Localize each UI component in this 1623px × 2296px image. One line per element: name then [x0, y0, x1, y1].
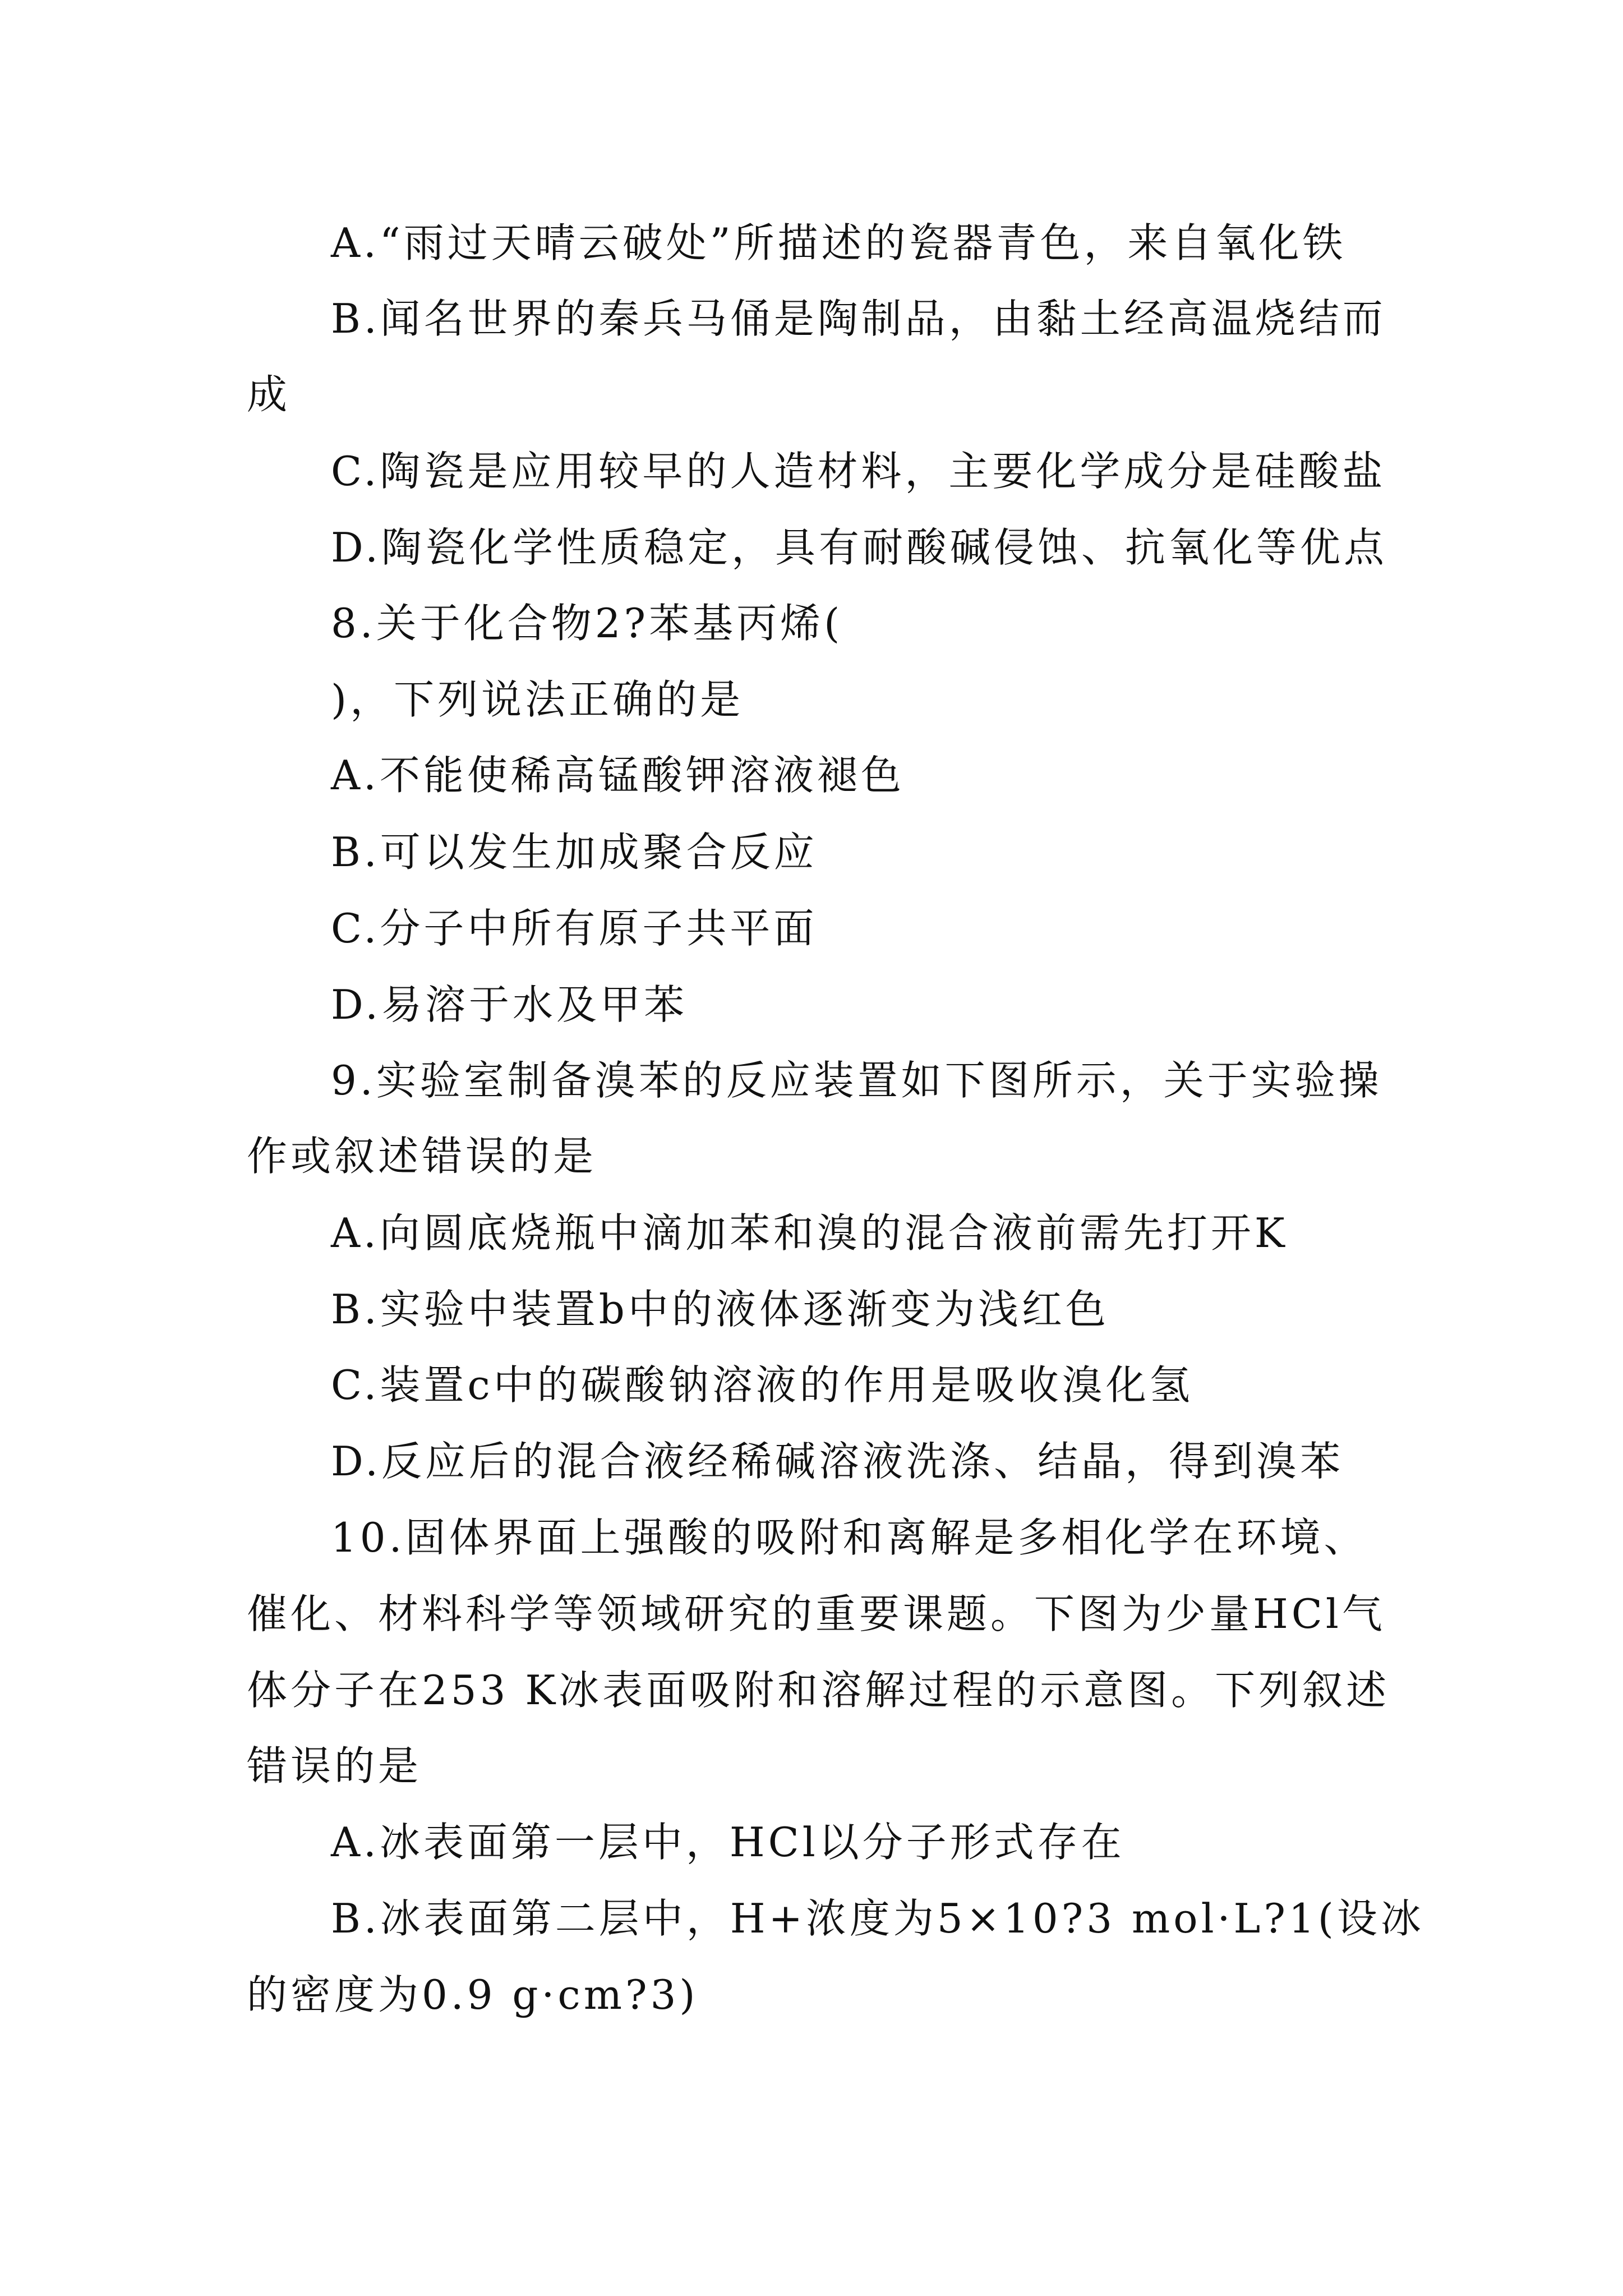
q10-option-a: A.冰表面第一层中，HCl以分子形式存在	[331, 1819, 1125, 1866]
q8-option-b: B.可以发生加成聚合反应	[331, 829, 818, 876]
q8-option-a: A.不能使稀高锰酸钾溶液褪色	[331, 752, 905, 799]
q10-stem-line-4: 错误的是	[247, 1742, 422, 1789]
q8-stem: 8.关于化合物2?苯基丙烯(	[331, 600, 843, 647]
q7-option-b: B.闻名世界的秦兵马俑是陶制品，由黏土经高温烧结而	[331, 295, 1386, 342]
q10-stem-line-3: 体分子在253 K冰表面吸附和溶解过程的示意图。下列叙述	[247, 1667, 1390, 1714]
q9-option-a: A.向圆底烧瓶中滴加苯和溴的混合液前需先打开K	[331, 1209, 1288, 1257]
q9-option-b: B.实验中装置b中的液体逐渐变为浅红色	[331, 1286, 1109, 1333]
q8-option-c: C.分子中所有原子共平面	[331, 905, 818, 952]
q9-option-d: D.反应后的混合液经稀碱溶液洗涤、结晶，得到溴苯	[331, 1438, 1344, 1485]
q9-stem: 9.实验室制备溴苯的反应装置如下图所示，关于实验操	[331, 1057, 1382, 1104]
q10-option-b-continued: 的密度为0.9 g·cm?3)	[247, 1971, 699, 2018]
q8-option-d: D.易溶于水及甲苯	[331, 981, 688, 1028]
q9-stem-continued: 作或叙述错误的是	[247, 1133, 597, 1180]
q7-option-a: A.“雨过天晴云破处”所描述的瓷器青色，来自氧化铁	[331, 219, 1347, 266]
q8-stem-continued: )，下列说法正确的是	[331, 676, 744, 723]
q10-stem-line-2: 催化、材料科学等领域研究的重要课题。下图为少量HCl气	[247, 1590, 1386, 1637]
q9-option-c: C.装置c中的碳酸钠溶液的作用是吸收溴化氢	[331, 1361, 1193, 1409]
q10-stem: 10.固体界面上强酸的吸附和离解是多相化学在环境、	[331, 1514, 1368, 1561]
q10-option-b: B.冰表面第二层中，H+浓度为5×10?3 mol·L?1(设冰	[331, 1895, 1424, 1942]
q7-option-c: C.陶瓷是应用较早的人造材料，主要化学成分是硅酸盐	[331, 448, 1386, 495]
q7-option-d: D.陶瓷化学性质稳定，具有耐酸碱侵蚀、抗氧化等优点	[331, 524, 1388, 571]
q7-option-b-continued: 成	[247, 371, 291, 418]
